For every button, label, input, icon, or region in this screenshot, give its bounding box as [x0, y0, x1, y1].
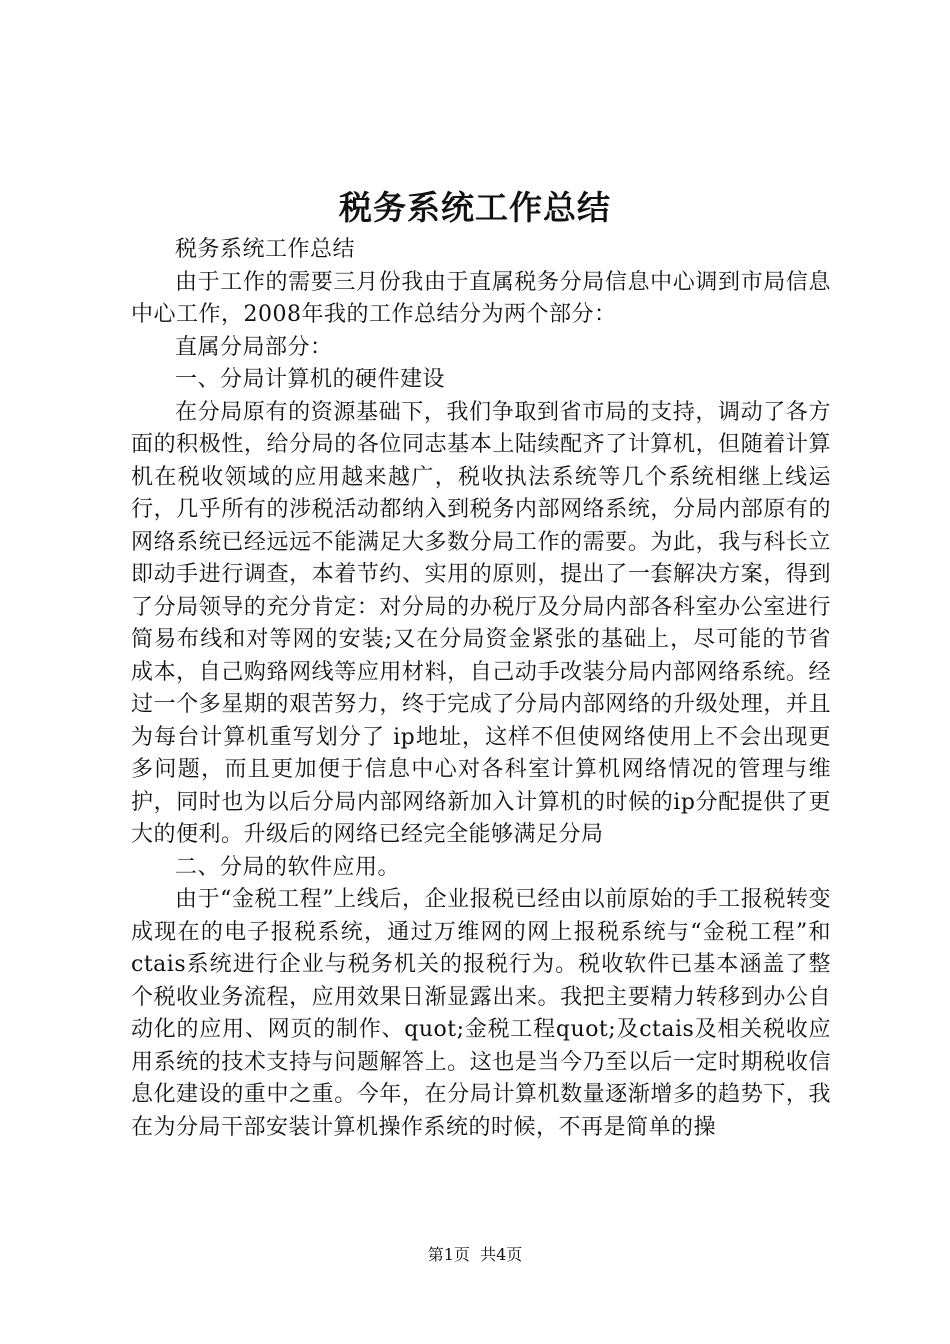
page-number: 第1页	[427, 1245, 470, 1264]
section-heading-hardware: 一、分局计算机的硬件建设	[175, 367, 446, 392]
document-body	[131, 234, 831, 1144]
section-heading-software: 二、分局的软件应用。	[175, 854, 401, 880]
page-total: 共4页	[480, 1245, 523, 1264]
paragraph-software: 由于“金税工程”上线后，企业报税已经由以前原始的手工报税转变成现在的电子报税系统，通过万维网的网上报税系统与“金税工程”和 ctais系统进行企业与税务机关的报税行为。税收软件已基本涵盖了整个税收业务流程，应用效果日渐显露出来。我把主要精力转移到办公自动化的应用、网页的制作、quot;金税工程quot;及ctais及相关税收应用系统的技术支持与问题解答上。这也是当今乃至以后一定时期税收信息化建设的重中之重。今年，在分局计算机数量逐渐增多的趋势下，我在为分局干部安装计算机操作系统的时候，不再是简单的操	[131, 887, 831, 1140]
page-footer	[0, 1244, 950, 1266]
paragraph-subtitle: 税务系统工作总结	[175, 237, 356, 262]
document-title: 税务系统工作总结	[339, 188, 611, 227]
paragraph-intro: 由于工作的需要三月份我由于直属税务分局信息中心调到市局信息中心工作，2008年我的工作总结分为两个部分：	[131, 269, 831, 327]
section-heading-direct-branch: 直属分局部分：	[175, 334, 333, 360]
paragraph-hardware: 在分局原有的资源基础下，我们争取到省市局的支持，调动了各方面的积极性，给分局的各位同志基本上陆续配齐了计算机，但随着计算机在税收领域的应用越来越广，税收执法系统等几个系统相继上线运行，几乎所有的涉税活动都纳入到税务内部网络系统，分局内部原有的网络系统已经远远不能满足大多数分局工作的需要。为此，我与科长立即动手进行调查，本着节约、实用的原则，提出了一套解决方案，得到了分局领导的充分肯定：对分局的办税厅及分局内部各科室办公室进行简易布线和对等网的安装;又在分局资金紧张的基础上，尽可能的节省成本，自己购臵网线等应用材料，自己动手改装分局内部网络系统。经过一个多星期的艰苦努力，终于完成了分局内部网络的升级处理，并且为每台计算机重写划分了 ip地址，这样不但使网络使用上不会出现更多问题，而且更加便于信息中心对各科室计算机网络情况的管理与维护，同时也为以后分局内部网络新加入计算机的时候的ip分配提供了更大的便利。升级后的网络已经完全能够满足分局	[131, 399, 831, 847]
